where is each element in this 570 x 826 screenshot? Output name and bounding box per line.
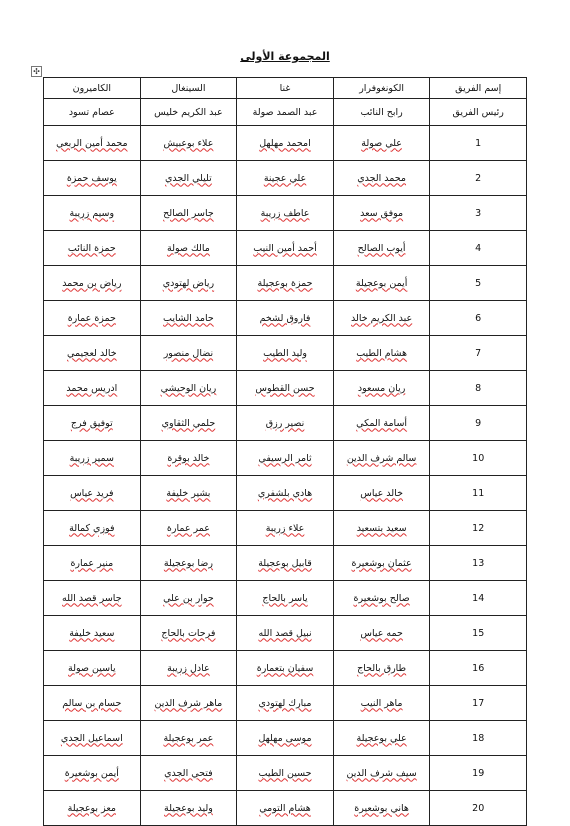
player-cell (140, 756, 237, 791)
player-cell (333, 266, 430, 301)
player-cell (140, 686, 237, 721)
player-name: فتحي الجدي (164, 767, 213, 779)
player-cell (333, 126, 430, 161)
player-name: هادي بلشفري (257, 487, 313, 499)
player-name: حسين الطيب (258, 767, 312, 779)
player-cell (333, 546, 430, 581)
player-cell (44, 791, 141, 826)
player-cell (140, 651, 237, 686)
player-cell (44, 161, 141, 196)
player-name: امحمد مهلهل (259, 137, 311, 149)
table-row (44, 686, 527, 721)
player-name: محمد أمين الربعي (56, 137, 128, 149)
player-cell (140, 581, 237, 616)
player-cell (140, 371, 237, 406)
player-cell (237, 791, 334, 826)
player-name: معز بوعجيلة (67, 802, 116, 814)
table-row (44, 791, 527, 826)
player-cell (237, 581, 334, 616)
player-name: ماهر النيب (360, 697, 403, 709)
player-name: نبيل قصد الله (258, 627, 312, 639)
row-number: 11 (430, 476, 527, 511)
row-number: 14 (430, 581, 527, 616)
player-cell (333, 581, 430, 616)
player-name: يوسف حمزة (66, 172, 117, 184)
table-row (44, 476, 527, 511)
row-number: 18 (430, 721, 527, 756)
column-header-team-3: السينغال (140, 78, 237, 99)
player-name: سفيان بتعمارة (256, 662, 314, 674)
player-cell (140, 301, 237, 336)
player-name: وسيم زريبة (69, 207, 115, 219)
player-name: حوار بن علي (163, 592, 214, 604)
row-number: 17 (430, 686, 527, 721)
player-cell (44, 336, 141, 371)
player-name: علي صولة (361, 137, 402, 149)
player-cell (237, 686, 334, 721)
player-cell (333, 371, 430, 406)
player-name: نضال منصور (163, 347, 214, 359)
player-name: حمزة عمارة (67, 312, 116, 324)
player-cell (237, 301, 334, 336)
player-name: فاروق لشخم (259, 312, 311, 324)
player-cell (44, 616, 141, 651)
row-number: 12 (430, 511, 527, 546)
player-name: علاء زريبة (265, 522, 305, 534)
player-name: اسماعيل الجدي (60, 732, 123, 744)
player-name: هاني بوشعيرة (354, 802, 409, 814)
player-cell (237, 511, 334, 546)
player-name: سعيد خليفة (69, 627, 115, 639)
player-name: أحمد أمين النيب (253, 242, 317, 254)
player-name: علي بوعجيلة (356, 732, 407, 744)
player-name: علاء بوعبيش (163, 137, 214, 149)
row-number: 20 (430, 791, 527, 826)
player-name: هشام التومي (259, 802, 311, 814)
row-number: 3 (430, 196, 527, 231)
player-name: أيوب الصالح (357, 242, 406, 254)
teams-table (43, 77, 527, 826)
player-name: أيمن بوعجيلة (355, 277, 408, 289)
player-cell (237, 231, 334, 266)
player-name: موسى مهلهل (258, 732, 312, 744)
table-row (44, 616, 527, 651)
captain-cell: عبد الكريم خليس (140, 99, 237, 126)
table-row (44, 126, 527, 161)
player-cell (44, 721, 141, 756)
table-row (44, 511, 527, 546)
player-cell (44, 441, 141, 476)
player-name: حمزة النائب (67, 242, 116, 254)
captains-label: رئيس الفريق (430, 99, 527, 126)
player-name: قابيل بوعجيلة (258, 557, 312, 569)
player-cell (237, 616, 334, 651)
player-cell (44, 371, 141, 406)
player-cell (237, 721, 334, 756)
player-name: خالد لعجيمي (67, 347, 117, 359)
player-name: وليد بوعجيلة (164, 802, 213, 814)
page-title: المجموعة الأولى (240, 50, 330, 63)
player-cell (44, 476, 141, 511)
player-name: وليد الطيب (263, 347, 307, 359)
player-name: سالم شرف الدين (346, 452, 417, 464)
player-name: ادريس محمد (66, 382, 118, 394)
player-name: ياسين صولة (68, 662, 116, 674)
player-cell (140, 721, 237, 756)
player-cell (44, 406, 141, 441)
header-row (44, 78, 527, 99)
table-row (44, 231, 527, 266)
player-name: توفيق فرج (70, 417, 113, 429)
player-cell (237, 336, 334, 371)
player-cell (44, 581, 141, 616)
player-name: فريد عياس (70, 487, 114, 499)
player-name: جاسر الصالح (163, 207, 214, 219)
player-name: سيف شرف الدين (346, 767, 417, 779)
table-row (44, 546, 527, 581)
player-name: عادل زريبة (167, 662, 210, 674)
player-name: صالح بوشعيرة (353, 592, 410, 604)
player-name: محمد الجدي (357, 172, 407, 184)
player-cell (333, 336, 430, 371)
captain-cell: رابح النائب (333, 99, 430, 126)
player-cell (140, 476, 237, 511)
captains-row (44, 99, 527, 126)
player-name: فوزي كمالة (69, 522, 115, 534)
player-name: حامد الشايب (163, 312, 214, 324)
player-cell (237, 266, 334, 301)
row-number: 1 (430, 126, 527, 161)
player-name: أسامة المكي (356, 417, 408, 429)
row-number: 19 (430, 756, 527, 791)
player-name: مالك صولة (166, 242, 210, 254)
player-name: ياسر بالحاج (262, 592, 308, 604)
player-name: عثمان بوشعيرة (351, 557, 412, 569)
player-cell (44, 511, 141, 546)
player-name: تليلي الجدي (165, 172, 212, 184)
player-name: جاسر قصد الله (62, 592, 122, 604)
player-cell (237, 756, 334, 791)
player-cell (140, 406, 237, 441)
table-row (44, 581, 527, 616)
row-number: 2 (430, 161, 527, 196)
player-name: خالد عياس (360, 487, 403, 499)
player-cell (140, 511, 237, 546)
row-number: 5 (430, 266, 527, 301)
player-name: مبارك لهتودي (258, 697, 312, 709)
player-name: عمر بوعجيلة (163, 732, 214, 744)
player-name: حمه عياس (360, 627, 403, 639)
player-cell (333, 441, 430, 476)
player-name: عمر عمارة (166, 522, 210, 534)
player-cell (44, 756, 141, 791)
player-name: عاطف زريبة (260, 207, 310, 219)
player-name: هشام الطيب (356, 347, 408, 359)
player-name: علي عجينة (263, 172, 307, 184)
player-name: أيمن بوشعيرة (64, 767, 119, 779)
row-number: 15 (430, 616, 527, 651)
player-name: موفق سعد (360, 207, 404, 219)
player-cell (237, 441, 334, 476)
player-cell (44, 301, 141, 336)
player-name: سعيد بتسعيد (356, 522, 407, 534)
table-row (44, 266, 527, 301)
player-cell (44, 266, 141, 301)
player-cell (237, 651, 334, 686)
player-name: حسن القطوس (255, 382, 315, 394)
player-name: ثامر الرسيفي (258, 452, 312, 464)
player-cell (237, 371, 334, 406)
player-name: حمزة بوعجيلة (257, 277, 313, 289)
player-cell (333, 196, 430, 231)
player-name: حسام بن سالم (62, 697, 122, 709)
captain-cell: عبد الصمد صولة (237, 99, 334, 126)
player-cell (44, 126, 141, 161)
player-cell (44, 231, 141, 266)
player-cell (140, 441, 237, 476)
table-row (44, 371, 527, 406)
row-number: 9 (430, 406, 527, 441)
row-number: 16 (430, 651, 527, 686)
player-name: ريان الوحيشي (160, 382, 217, 394)
player-cell (237, 161, 334, 196)
player-cell (140, 546, 237, 581)
player-name: حلمي الثقاوي (161, 417, 216, 429)
player-cell (237, 196, 334, 231)
player-cell (44, 686, 141, 721)
player-name: خالد بوقرة (167, 452, 210, 464)
player-cell (44, 546, 141, 581)
player-cell (140, 791, 237, 826)
row-number: 6 (430, 301, 527, 336)
column-header-team-1: الكونغوفرار (333, 78, 430, 99)
table-row (44, 196, 527, 231)
player-cell (333, 301, 430, 336)
table-move-handle-icon[interactable]: ✣ (31, 66, 42, 77)
player-cell (333, 756, 430, 791)
table-row (44, 441, 527, 476)
player-cell (44, 651, 141, 686)
player-cell (140, 126, 237, 161)
player-cell (140, 336, 237, 371)
row-number: 7 (430, 336, 527, 371)
player-cell (140, 616, 237, 651)
player-cell (237, 126, 334, 161)
captain-cell: عصام تسود (44, 99, 141, 126)
player-cell (333, 511, 430, 546)
player-cell (140, 196, 237, 231)
player-cell (333, 791, 430, 826)
player-cell (44, 196, 141, 231)
player-cell (333, 686, 430, 721)
table-row (44, 721, 527, 756)
player-name: نصير رزق (265, 417, 305, 429)
column-header-team-4: الكاميرون (44, 78, 141, 99)
player-name: ماهر شرف الدين (154, 697, 223, 709)
player-cell (333, 616, 430, 651)
player-cell (237, 406, 334, 441)
row-number: 13 (430, 546, 527, 581)
row-number: 4 (430, 231, 527, 266)
player-name: فرحات بالحاج (161, 627, 216, 639)
table-row (44, 406, 527, 441)
row-number: 10 (430, 441, 527, 476)
table-row (44, 301, 527, 336)
player-cell (333, 406, 430, 441)
table-row (44, 651, 527, 686)
player-cell (140, 266, 237, 301)
player-cell (333, 651, 430, 686)
player-name: رضا بوعجيلة (163, 557, 213, 569)
table-row (44, 161, 527, 196)
player-name: طارق بالحاج (357, 662, 407, 674)
table-row (44, 336, 527, 371)
player-cell (333, 161, 430, 196)
player-cell (333, 231, 430, 266)
player-name: عبد الكريم خالد (351, 312, 413, 324)
player-name: سمير زريبة (69, 452, 114, 464)
player-cell (140, 161, 237, 196)
player-cell (237, 546, 334, 581)
column-header-team-2: غنا (237, 78, 334, 99)
row-number: 8 (430, 371, 527, 406)
player-cell (333, 476, 430, 511)
player-name: منير عمارة (70, 557, 114, 569)
player-name: رياض بن محمد (62, 277, 122, 289)
player-name: بشير خليفة (166, 487, 211, 499)
player-cell (140, 231, 237, 266)
player-cell (333, 721, 430, 756)
player-name: ريان مسعود (357, 382, 406, 394)
player-cell (237, 476, 334, 511)
column-header-team-name: إسم الفريق (430, 78, 527, 99)
table-row (44, 756, 527, 791)
player-name: رياض لهتودي (162, 277, 215, 289)
